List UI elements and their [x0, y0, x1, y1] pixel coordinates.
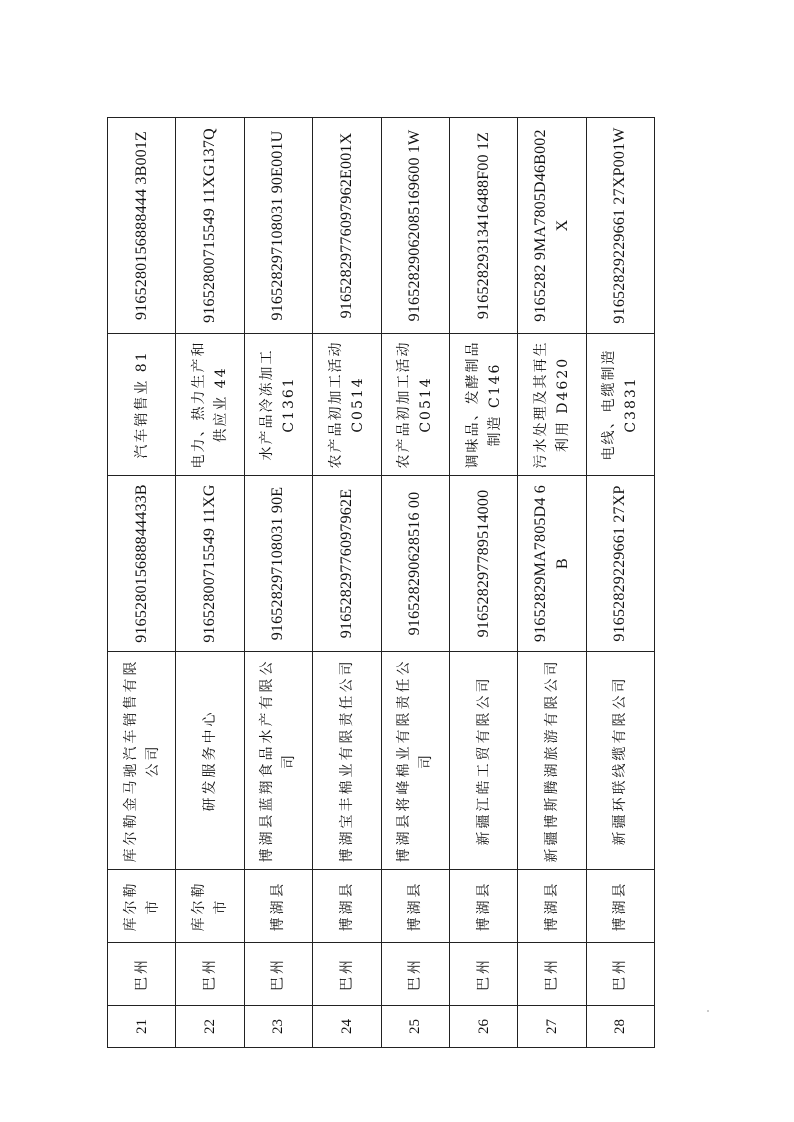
company-name-cell: 博湖县蓝翔食品水产有限公司 — [244, 652, 312, 870]
region-cell: 巴州 — [381, 943, 449, 1006]
region-cell: 巴州 — [449, 943, 517, 1006]
table-row — [449, 118, 517, 1048]
credit-code-cell: 91652829229661 27XP — [586, 476, 654, 652]
row-number: 25 — [381, 1006, 449, 1048]
row-number: 26 — [449, 1006, 517, 1048]
county-cell: 博湖县 — [313, 870, 381, 943]
row-number: 21 — [108, 1006, 176, 1048]
credit-code-cell: 916528297108031 90E — [244, 476, 312, 652]
company-name-cell: 博湖宝丰棉业有限责任公司 — [313, 652, 381, 870]
region-cell: 巴州 — [244, 943, 312, 1006]
permit-number-cell: 9165282 9MA7805D46B002X — [518, 118, 586, 334]
company-name-cell: 研发服务中心 — [176, 652, 244, 870]
region-cell: 巴州 — [108, 943, 176, 1006]
row-number: 27 — [518, 1006, 586, 1048]
table-row — [586, 118, 654, 1048]
permit-number-cell: 9165280156888444 3B001Z — [108, 118, 176, 334]
table-row — [244, 118, 312, 1048]
industry-cell: 调味品、发酵制品制造 C146 — [449, 334, 517, 476]
county-cell: 博湖县 — [381, 870, 449, 943]
permit-number-cell: 91652829062085169600 1W — [381, 118, 449, 334]
region-cell: 巴州 — [518, 943, 586, 1006]
industry-cell: 农产品初加工活动 C0514 — [381, 334, 449, 476]
table-row — [518, 118, 586, 1048]
row-number: 24 — [313, 1006, 381, 1048]
industry-cell: 电力、热力生产和供应业 44 — [176, 334, 244, 476]
rotated-table-wrapper — [107, 118, 655, 1048]
permit-number-cell: 91652829313416488F00 1Z — [449, 118, 517, 334]
credit-code-cell: 91652800715549 11XG — [176, 476, 244, 652]
permit-number-cell: 91652829776097962E001X — [313, 118, 381, 334]
scan-speck — [707, 1010, 709, 1012]
industry-cell: 污水处理及其再生利用 D4620 — [518, 334, 586, 476]
industry-cell: 农产品初加工活动 C0514 — [313, 334, 381, 476]
region-cell: 巴州 — [586, 943, 654, 1006]
region-cell: 巴州 — [176, 943, 244, 1006]
permit-number-cell: 916528297108031 90E001U — [244, 118, 312, 334]
county-cell: 库尔勒市 — [176, 870, 244, 943]
industry-cell: 电线、电缆制造 C3831 — [586, 334, 654, 476]
industry-cell: 水产品冷冻加工 C1361 — [244, 334, 312, 476]
row-number: 23 — [244, 1006, 312, 1048]
row-number: 28 — [586, 1006, 654, 1048]
table-row — [313, 118, 381, 1048]
county-cell: 博湖县 — [449, 870, 517, 943]
credit-code-cell: 91652829MA7805D4 6B — [518, 476, 586, 652]
credit-code-cell: 916528290628516 00 — [381, 476, 449, 652]
county-cell: 博湖县 — [244, 870, 312, 943]
row-number: 22 — [176, 1006, 244, 1048]
enterprise-table — [107, 117, 655, 1048]
company-name-cell: 新疆江皓工贸有限公司 — [449, 652, 517, 870]
table-row — [176, 118, 244, 1048]
permit-number-cell: 91652800715549 11XG137Q — [176, 118, 244, 334]
table-row — [108, 118, 176, 1048]
table-body — [108, 118, 655, 1048]
credit-code-cell: 916528297789514000 — [449, 476, 517, 652]
industry-cell: 汽车销售业 81 — [108, 334, 176, 476]
county-cell: 库尔勒市 — [108, 870, 176, 943]
county-cell: 博湖县 — [586, 870, 654, 943]
county-cell: 博湖县 — [518, 870, 586, 943]
credit-code-cell: 91652829776097962E — [313, 476, 381, 652]
company-name-cell: 新疆博斯腾湖旅游有限公司 — [518, 652, 586, 870]
permit-number-cell: 91652829229661 27XP001W — [586, 118, 654, 334]
region-cell: 巴州 — [313, 943, 381, 1006]
company-name-cell: 新疆环联线缆有限公司 — [586, 652, 654, 870]
company-name-cell: 库尔勒金马驰汽车销售有限公司 — [108, 652, 176, 870]
table-row — [381, 118, 449, 1048]
company-name-cell: 博湖县将峰棉业有限责任公司 — [381, 652, 449, 870]
credit-code-cell: 916528015688844433B — [108, 476, 176, 652]
